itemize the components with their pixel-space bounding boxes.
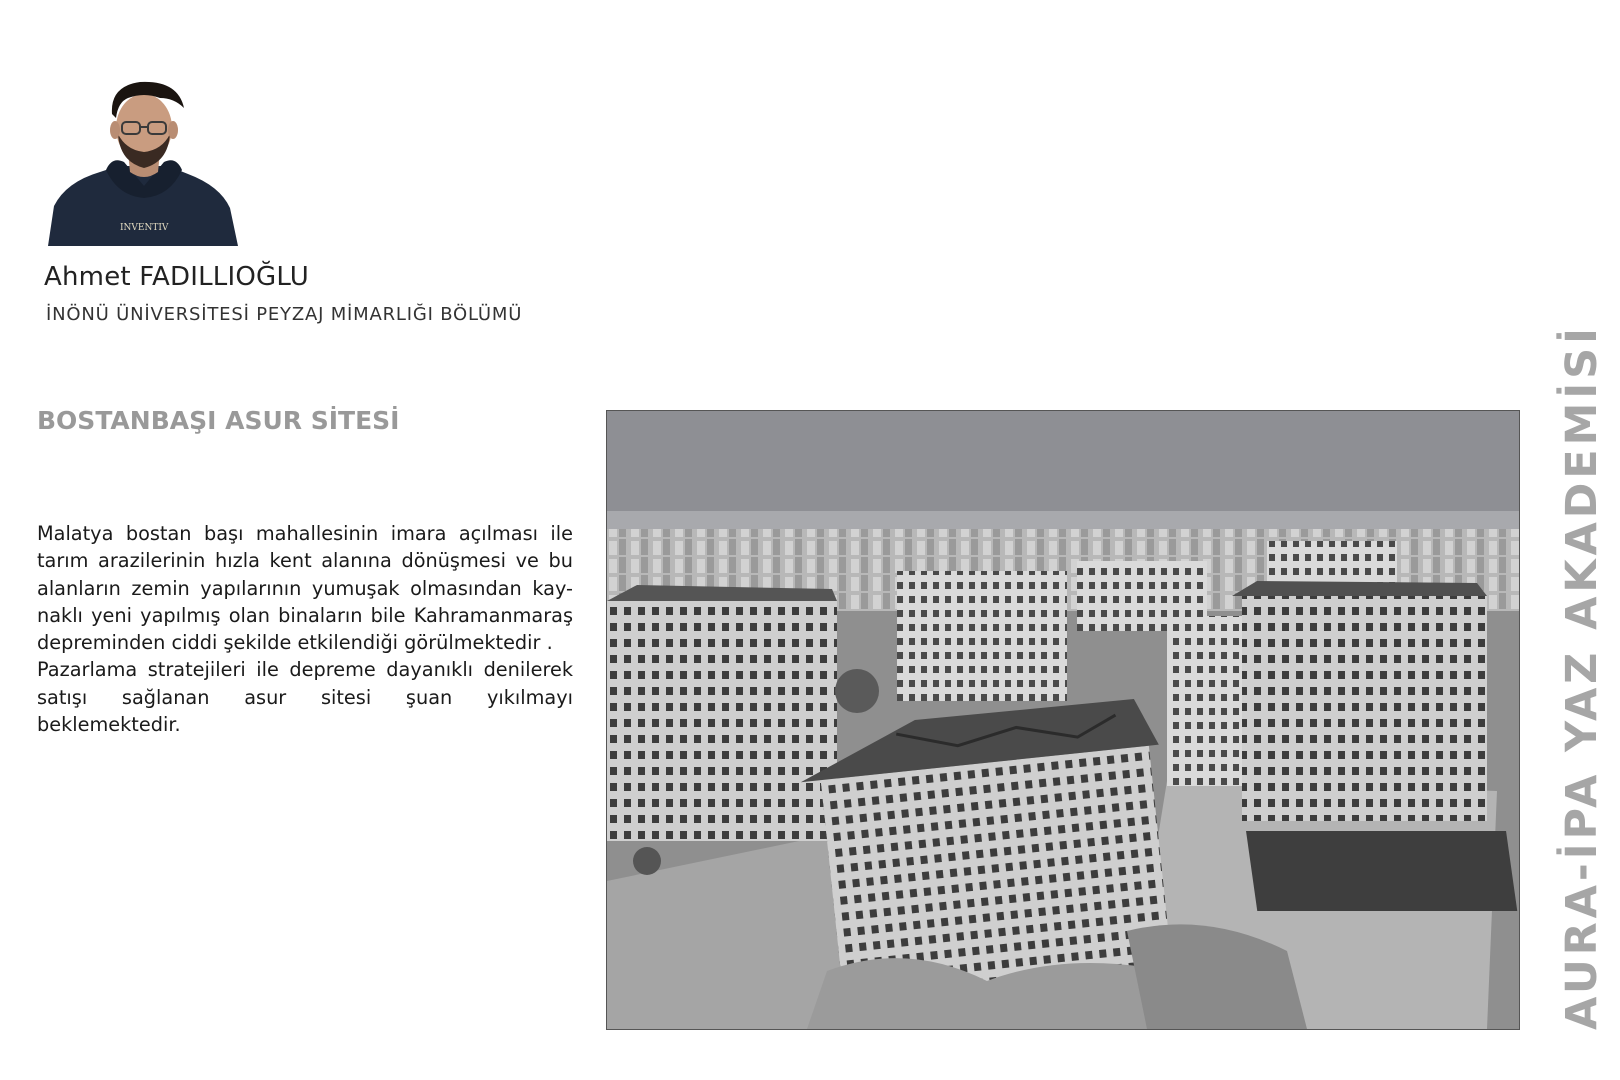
aerial-photo-image xyxy=(607,411,1519,1029)
body-paragraph xyxy=(37,520,573,738)
body-line: satışı sağlanan asur sitesi şuan yıkılmayı beklemektedir. xyxy=(37,685,573,737)
collapsed-buildings-photo xyxy=(606,410,1520,1030)
vertical-brand-label: AURA-İPA YAZ AKADEMİSİ xyxy=(1557,324,1607,1030)
body-line: depreminden ciddi şekilde etkilendiği görülmektedir . xyxy=(37,631,553,655)
author-portrait-image xyxy=(48,78,238,246)
author-portrait xyxy=(48,78,238,246)
author-department: İNÖNÜ ÜNİVERSİTESİ PEYZAJ MİMARLIĞI BÖLÜMÜ xyxy=(46,304,523,325)
body-line: Pazarlama stratejileri ile depreme dayanıklı denilerek xyxy=(37,658,573,682)
body-line: naklı yeni yapılmış olan binaların bile Kahramanmaraş xyxy=(37,603,573,627)
body-line: alanların zemin yapılarının yumuşak olmasından kay- xyxy=(37,576,573,600)
hoodie-print: INVENTIV xyxy=(120,223,169,233)
body-line: tarım arazilerinin hızla kent alanına dönüşmesi ve bu xyxy=(37,549,573,573)
body-line: Malatya bostan başı mahallesinin imara açılması ile xyxy=(37,522,573,545)
section-title: BOSTANBAŞI ASUR SİTESİ xyxy=(37,406,400,435)
author-name: Ahmet FADILLIOĞLU xyxy=(44,262,309,292)
